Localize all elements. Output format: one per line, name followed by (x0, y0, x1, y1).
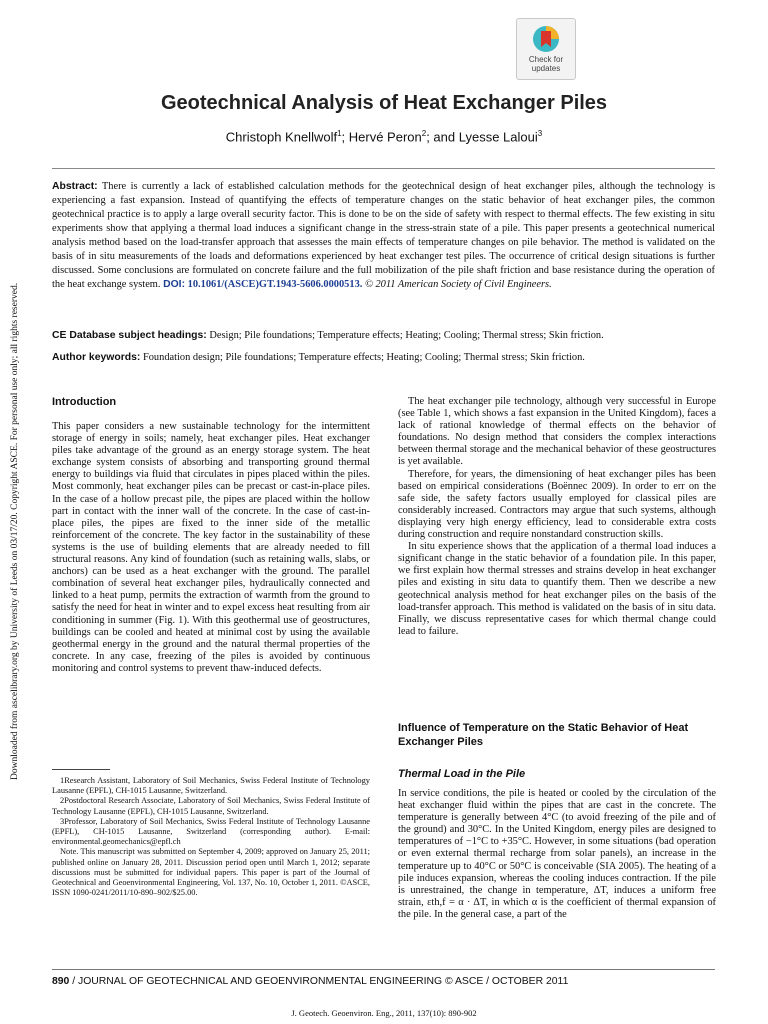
author-sep: ; and (426, 129, 459, 145)
footnote-note: Note. This manuscript was submitted on September 4, 2009; approved on January 25, 2011; published online on January 28, 2011. Discussion period open until March 1, 2012; separate discussions must be submitted for individual papers. This paper is part of the Journal of Geotechnical and Geoenvironmental Engineering, Vol. 137, No. 10, October 1, 2011. ©ASCE, ISSN 1090-0241/2011/10-890–902/$25.00. (52, 847, 370, 898)
download-notice (1, 240, 19, 780)
intro-paragraph: This paper considers a new sustainable technology for the intermittent storage of energy in soils; namely, heat exchanger piles. Heat exchanger piles take advantage of the ground as an energy storage system. The heat exchange system consists of absorbing and transporting ground thermal energy to buildings via fluid that circulates in pipes placed within the piles. Most commonly, heat exchanger piles can be precast or cast-in-place piles. In the case of a hollow precast pile, the pipes are placed within the hollow part in contact with the inner wall of the concrete. In the case of cast-in-place piles, the pipes are fixed to the inner side of the metallic reinforcement of the concrete. The key factor in the sustainability of these systems is the use of building elements that are already needed to fill structural reasons. Any kind of foundation (such as retaining walls, slabs, or anchors) can be used as a heat exchanger with the ground. The parallel combination of several heat exchanger piles, hydraulically connected and linked to a heat pump, permits the extraction of warmth from the ground to satisfy the need for heat in winter and to expel excess heat resulting from air conditioning in summer (Fig. 1). With this geothermal use of geostructures, buildings can be cooled and heated at minimal cost by using the available geothermal energy in the ground and the natural thermal properties of the concrete. In any case, freezing of the piles is avoided by continuous monitoring and control systems to prevent thaw-induced defects. (52, 421, 370, 674)
copyright: © 2011 American Society of Civil Engineers. (364, 279, 552, 290)
footnote: 2Postdoctoral Research Associate, Laboratory of Soil Mechanics, Swiss Federal Institute of Technology Lausanne (EPFL), CH-1015 Lausanne, Switzerland. (52, 796, 370, 816)
author-keywords-label: Author keywords: (52, 352, 141, 363)
footnote-rule (52, 769, 110, 770)
doi-label: DOI: (163, 279, 186, 290)
author-affil: 3 (537, 129, 543, 138)
subsection-heading-thermal-load: Thermal Load in the Pile (398, 768, 526, 780)
page-number: 890 (52, 976, 70, 987)
subject-headings-text: Design; Pile foundations; Temperature effects; Heating; Cooling; Thermal stress; Skin friction. (209, 330, 604, 341)
right-column-top (398, 396, 716, 638)
author-affil: 2 (421, 129, 427, 138)
author-list (0, 129, 768, 144)
intro-paragraph: Therefore, for years, the dimensioning of heat exchanger piles has been based on empirical considerations (Boënnec 2009). In order to err on the safe side, the safety factors usually employed for classical piles are considerably increased. Contractors may argue that such systems, although displaying very high energy efficiency, lead to considerable extra costs during construction and require nonstandard construction skills. (398, 468, 716, 541)
check-for-updates-badge[interactable] (516, 18, 576, 80)
footnotes (52, 776, 370, 898)
author-name: Lyesse Laloui (458, 129, 538, 145)
subject-headings-label: CE Database subject headings: (52, 330, 207, 341)
intro-paragraph: In situ experience shows that the application of a thermal load induces a significant change in the static behavior of a foundation pile. In this paper, we first explain how thermal stresses and strains develop in heat exchanger piles and existing in situ data to quantify them. Then we describe a new geotechnical analysis method for heat exchanger piles on the basis of the load-transfer approach. This method is validated on the basis of in situ data. Finally, we discuss representative cases for which thermal change could lead to failure. (398, 541, 716, 637)
author-name: Hervé Peron (348, 129, 422, 145)
journal-name: / JOURNAL OF GEOTECHNICAL AND GEOENVIRONMENTAL ENGINEERING © ASCE / OCTOBER 2011 (72, 976, 569, 987)
right-column-bottom (398, 788, 716, 921)
body-paragraph: In service conditions, the pile is heated or cooled by the circulation of the heat exchanger fluid within the pipes that are cast in the concrete. The temperature is generally between 4°C (to avoid freezing of the pile and of the ground) and 30°C. In the United Kingdom, energy piles are designed to temperatures of −1°C to +35°C. However, in some situations (bad operation or even external thermal recharge from solar panels), an increase in the temperature up to 40°C or 50°C is conceivable (SIA 2005). The heating of a pile induces expansion, whereas the cooling induces contraction. If the pile is unrestrained, the change in temperature, ΔT, induces a uniform free strain, εth,f = α · ΔT, in which α is the coefficient of thermal expansion of the pile. In the general case, a part of the (398, 788, 716, 920)
footnote: 3Professor, Laboratory of Soil Mechanics, Swiss Federal Institute of Technology Lausanne (EPFL), CH-1015 Lausanne, Switzerland (corresponding author). E-mail: environmental.geomechanics@epfl.ch (52, 816, 370, 847)
section-heading-introduction: Introduction (52, 396, 117, 408)
abstract-label: Abstract: (52, 181, 98, 192)
citation-line: J. Geotech. Geoenviron. Eng., 2011, 137(10): 890-902 (291, 1008, 477, 1018)
author-sep: ; (341, 129, 349, 145)
intro-paragraph: The heat exchanger pile technology, although very successful in Europe (see Table 1, which shows a fast expansion in the United Kingdom), faces a lack of rational knowledge of thermal effects on the behavior of foundations. No design method that considers the complex interactions between thermal storage and the mechanical behavior of these geostructures is yet available. (398, 396, 716, 468)
author-name: Christoph Knellwolf (225, 129, 338, 145)
crossmark-icon (532, 25, 560, 53)
paper-title: Geotechnical Analysis of Heat Exchanger Piles (160, 92, 608, 114)
abstract-text: There is currently a lack of established calculation methods for the geotechnical design of heat exchanger piles, although the technology is experiencing a fast expansion. Instead of quantifying the effects of temperature changes on the static behavior of heat exchanger piles, the common geotechnical practice is to apply a large overall security factor. This is done to be on the side of safety with respect to thermal effects. The few existing in situ experiments show that applying a thermal load induces a significant change in the stress-strain state of a pile. This paper presents a geotechnical numerical analysis method based on the load-transfer approach that assesses the main effects of temperature changes on pile behavior. The method is validated on the basis of in situ measurements of the loads and deformations experienced by heat exchanger test piles. The occurrence of critical design situations is further discussed. Some conclusions are formulated on concrete failure and the full mobilization of the pile shaft friction and base resistance during the operation of the heat exchange system. (52, 181, 715, 290)
badge-label: Check for updates (528, 55, 564, 73)
author-affil: 1 (337, 129, 342, 138)
author-keywords (52, 351, 715, 365)
author-keywords-text: Foundation design; Pile foundations; Temperature effects; Heating; Cooling; Thermal stress; Skin friction. (142, 352, 585, 363)
footnote: 1Research Assistant, Laboratory of Soil Mechanics, Swiss Federal Institute of Technology Lausanne (EPFL), CH-1015 Lausanne, Switzerland. (52, 776, 370, 796)
journal-footer (52, 969, 715, 987)
header-rule (52, 168, 715, 169)
section-heading-influence: Influence of Temperature on the Static Behavior of Heat Exchanger Piles (398, 722, 689, 748)
download-notice-text: Downloaded from ascelibrary.org by University of Leeds on 03/17/20. Copyright ASCE. For personal use only; all rights reserved. (10, 282, 20, 780)
left-column (52, 421, 370, 675)
abstract (52, 180, 715, 292)
subject-headings (52, 329, 715, 343)
doi-link[interactable]: 10.1061/(ASCE)GT.1943-5606.0000513. (187, 279, 363, 290)
